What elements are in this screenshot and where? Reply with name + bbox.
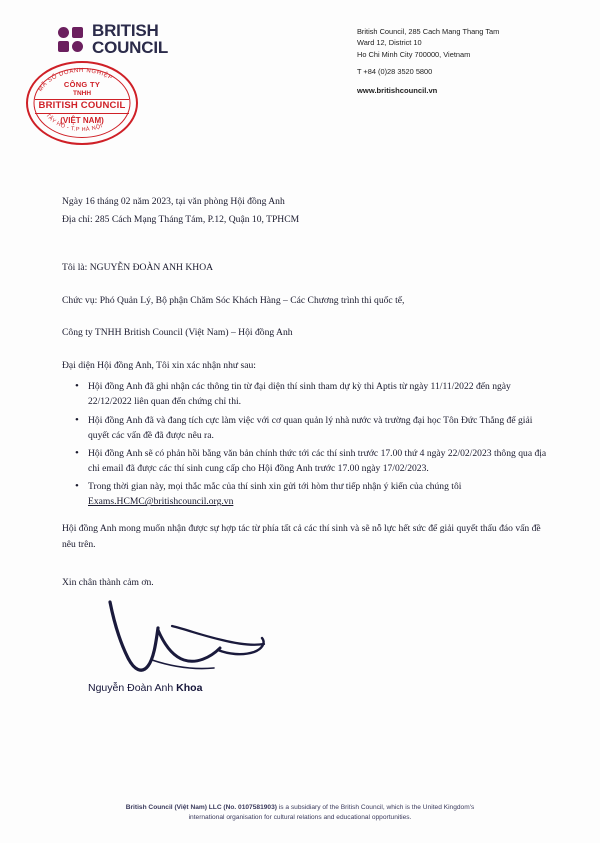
website-url[interactable]: www.britishcouncil.vn bbox=[357, 85, 438, 95]
address-line-1: British Council, 285 Cach Mang Thang Tam bbox=[357, 27, 500, 36]
dateline-block bbox=[62, 194, 548, 227]
seal-outline-icon bbox=[22, 58, 142, 148]
footer-line-1 bbox=[72, 803, 528, 813]
declarant-title: Chức vụ: Phó Quản Lý, Bộ phận Chăm Sóc Khách Hàng – Các Chương trình thi quốc tế, bbox=[62, 294, 405, 306]
logo-line-1: BRITISH bbox=[92, 21, 159, 40]
letter-body bbox=[0, 194, 600, 702]
logo-dots-icon bbox=[58, 27, 83, 52]
seal-line-3: BRITISH COUNCIL bbox=[35, 99, 130, 114]
signature-name bbox=[88, 680, 202, 697]
company-seal-stamp bbox=[22, 58, 142, 148]
footer-line-2: international organisation for cultural relations and educational opportunities. bbox=[188, 814, 412, 822]
letterhead bbox=[0, 0, 600, 150]
signature-name-last: Khoa bbox=[176, 682, 203, 695]
logo-wordmark bbox=[92, 22, 168, 56]
declarant-company: Công ty TNHH British Council (Việt Nam) – Hội đồng Anh bbox=[62, 327, 293, 339]
intro-paragraph: Đại diện Hội đồng Anh, Tôi xin xác nhận như sau: bbox=[62, 359, 256, 371]
list-item-text: Trong thời gian này, mọi thắc mắc của thí sinh xin gửi tới hòm thư tiếp nhận ý kiến của chúng tôi bbox=[88, 481, 462, 493]
list-item: • Hội đồng Anh đã và đang tích cực làm việc với cơ quan quản lý nhà nước và trường đại học Tôn Đức Thắng để giải quyết các vấn đề đã được nêu ra. bbox=[88, 413, 548, 443]
list-item bbox=[88, 479, 548, 509]
signature-name-first: Nguyễn Đoàn Anh bbox=[88, 682, 177, 695]
declarant-name: Tôi là: NGUYỄN ĐOÀN ANH KHOA bbox=[62, 262, 214, 274]
seal-line-1: CÔNG TY bbox=[63, 79, 101, 89]
legal-footer bbox=[0, 803, 600, 823]
list-item: • Hội đồng Anh đã ghi nhận các thông tin từ đại diện thí sinh tham dự kỳ thi Aptis từ ngày 11/11/2022 đến ngày 22/12/2022 liên quan đến chứng chỉ thi. bbox=[88, 379, 548, 409]
closing-paragraph bbox=[62, 521, 548, 552]
contact-address bbox=[357, 26, 572, 97]
seal-line-4: (VIỆT NAM) bbox=[60, 115, 104, 125]
svg-text:MÃ SỐ DOANH NGHIỆP: MÃ SỐ DOANH NGHIỆP bbox=[37, 67, 114, 93]
logo-line-2: COUNCIL bbox=[92, 38, 169, 57]
telephone: T +84 (0)28 3520 5800 bbox=[357, 67, 433, 77]
seal-line-2: TNHH bbox=[72, 89, 92, 97]
address-line-3: Ho Chi Minh City 700000, Vietnam bbox=[357, 49, 471, 59]
dateline-date: Ngày 16 tháng 02 năm 2023, tại văn phòng Hội đồng Anh bbox=[62, 196, 285, 207]
dateline-address: Địa chỉ: 285 Cách Mạng Tháng Tám, P.12, Quận 10, TPHCM bbox=[62, 213, 300, 225]
contact-email-link[interactable]: Exams.HCMC@britishcouncil.org.vn bbox=[88, 496, 234, 508]
handwritten-signature-icon bbox=[92, 596, 292, 691]
list-item: • Hội đồng Anh sẽ có phản hồi bằng văn bản chính thức tới các thí sinh trước 17.00 thứ 4 ngày 22/02/2023 thông qua địa chỉ email đã được các thí sinh cung cấp cho Hội đồng Anh trước 17.00 ngày 17/02/2023. bbox=[88, 446, 548, 476]
british-council-logo bbox=[58, 22, 168, 56]
thanks-line: Xin chân thành cảm ơn. bbox=[62, 576, 154, 588]
svg-text:TÂY HỒ - T.P HÀ NỘI: TÂY HỒ - T.P HÀ NỘI bbox=[44, 112, 104, 134]
closing-text: Hội đồng Anh mong muốn nhận được sự hợp tác từ phía tất cả các thí sinh và sẽ nỗ lực hết sức để giải quyết thấu đáo vấn đề nêu trên. bbox=[62, 523, 541, 550]
signature-area bbox=[62, 592, 548, 702]
footer-entity-name: British Council (Việt Nam) LLC (No. 0107581903) bbox=[125, 804, 277, 812]
declarant-block bbox=[62, 260, 548, 341]
confirmation-points-list bbox=[62, 379, 548, 509]
address-line-2: Ward 12, District 10 bbox=[357, 38, 422, 48]
footer-line-1-rest: is a subsidiary of the British Council, which is the United Kingdom's bbox=[276, 804, 475, 812]
